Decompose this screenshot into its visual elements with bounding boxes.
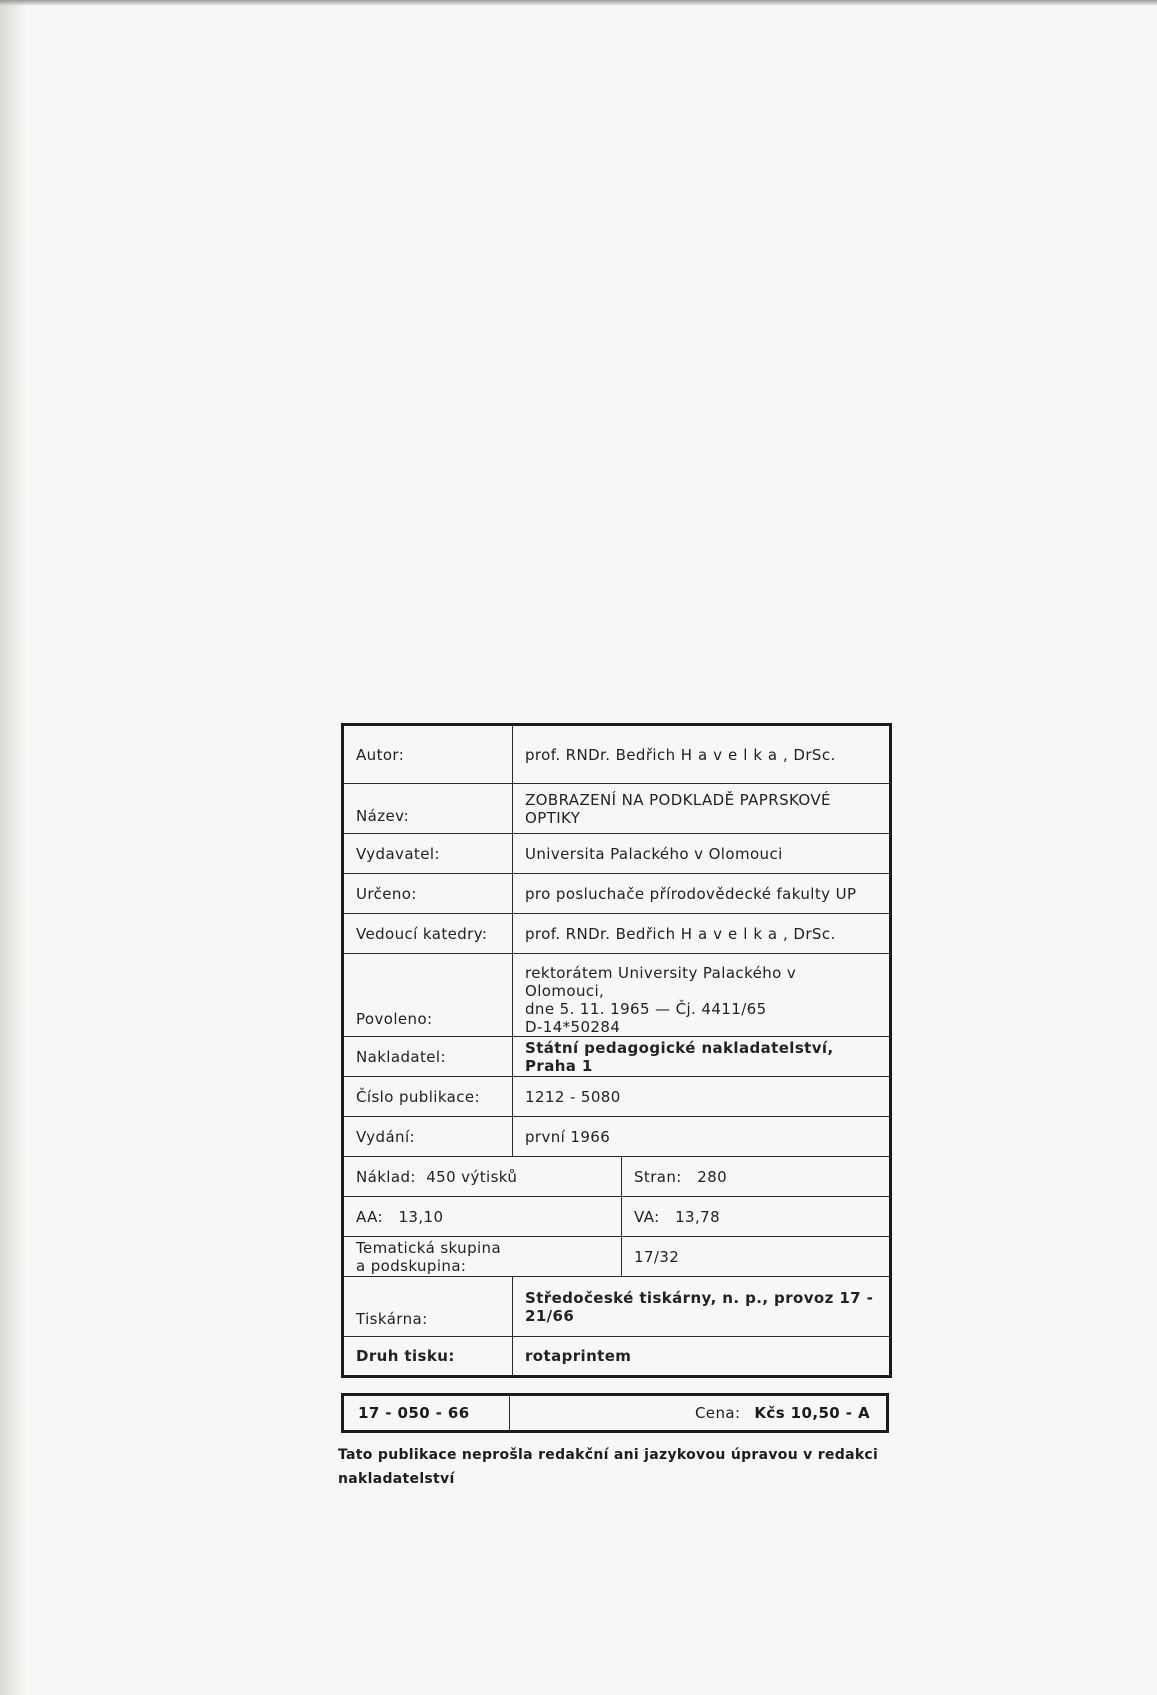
cell-aa: AA: 13,10 [343,1197,622,1237]
price-label: Cena: [694,1404,741,1422]
row-vydani [343,1117,891,1157]
page-top-shadow [0,0,1157,6]
price [510,1396,886,1430]
cell-tematicka-value: 17/32 [622,1237,891,1277]
publication-code: 17 - 050 - 66 [344,1396,510,1430]
price-value: Kčs 10,50 - A [754,1404,870,1422]
value-vedouci-katedry: prof. RNDr. Bedřich Havelka, DrSc. [513,914,891,954]
imprint-block [338,723,889,1491]
cell-va: VA: 13,78 [622,1197,891,1237]
label-nakladatel: Nakladatel: [343,1037,513,1077]
cell-naklad: Náklad: 450 výtisků [343,1157,622,1197]
row-aa-va [343,1197,891,1237]
label-vedouci-katedry: Vedoucí katedry: [343,914,513,954]
value-nakladatel: Státní pedagogické nakladatelství, Praha 1 [513,1037,891,1077]
value-cislo-publikace: 1212 - 5080 [513,1077,891,1117]
row-vedouci-katedry [343,914,891,954]
value-vydavatel: Universita Palackého v Olomouci [513,834,891,874]
value-urceno: pro posluchače přírodovědecké fakulty UP [513,874,891,914]
row-urceno [343,874,891,914]
value-tiskarna: Středočeské tiskárny, n. p., provoz 17 - 21/66 [513,1277,891,1337]
row-povoleno [343,954,891,1037]
row-autor [343,725,891,784]
value-nazev: ZOBRAZENÍ NA PODKLADĚ PAPRSKOVÉ OPTIKY [513,784,891,834]
page-edge-shadow [0,0,26,1695]
label-nazev: Název: [343,784,513,834]
row-tematicka-skupina [343,1237,891,1277]
row-naklad-stran [343,1157,891,1197]
editorial-note: Tato publikace neprošla redakční ani jazykovou úpravou v redakci nakladatelství [338,1447,879,1487]
value-povoleno: rektorátem University Palackého v Olomouci, dne 5. 11. 1965 — Čj. 4411/65 D-14*50284 [513,954,891,1037]
label-vydani: Vydání: [343,1117,513,1157]
label-cislo-publikace: Číslo publikace: [343,1077,513,1117]
label-povoleno: Povoleno: [343,954,513,1037]
value-autor: prof. RNDr. Bedřich Havelka, DrSc. [513,725,891,784]
value-vydani: první 1966 [513,1117,891,1157]
label-druh-tisku: Druh tisku: [343,1337,513,1377]
label-vydavatel: Vydavatel: [343,834,513,874]
imprint-table [341,723,892,1378]
label-urceno: Určeno: [343,874,513,914]
publication-code-price-box [341,1393,889,1433]
cell-stran: Stran: 280 [622,1157,891,1197]
row-cislo-publikace [343,1077,891,1117]
label-autor: Autor: [343,725,513,784]
row-druh-tisku [343,1337,891,1377]
label-tiskarna: Tiskárna: [343,1277,513,1337]
row-nakladatel [343,1037,891,1077]
row-tiskarna [343,1277,891,1337]
cell-tematicka-label: Tematická skupina a podskupina: [343,1237,622,1277]
value-druh-tisku: rotaprintem [513,1337,891,1377]
row-vydavatel [343,834,891,874]
row-nazev [343,784,891,834]
